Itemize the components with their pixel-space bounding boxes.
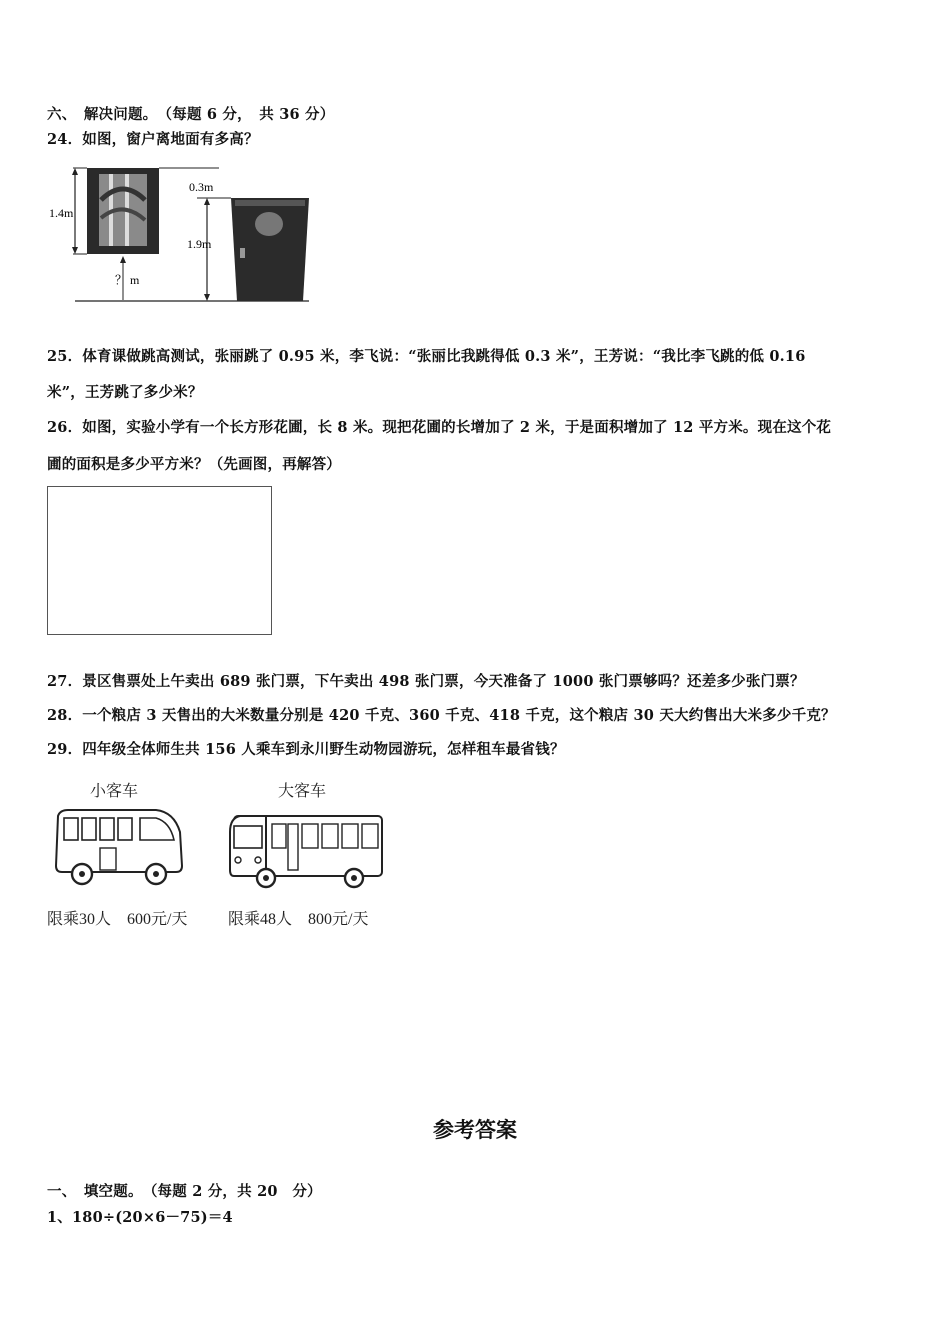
answers-title: 参考答案: [433, 1118, 517, 1142]
answer-1: 1、180÷(20×6－75)＝4: [47, 1209, 233, 1226]
small-bus-info: 限乘30人 600元/天: [47, 911, 188, 928]
large-bus-icon: [226, 812, 386, 890]
question-25-line2: 米”，王芳跳了多少米？: [47, 384, 203, 401]
question-29: 29．四年级全体师生共 156 人乘车到永川野生动物园游玩，怎样租车最省钱？: [47, 741, 565, 758]
label-1-9m: 1.9m: [187, 237, 212, 251]
label-1-4m: 1.4m: [49, 206, 74, 220]
question-25-line1: 25．体育课做跳高测试，张丽跳了 0.95 米，李飞说：“张丽比我跳得低 0.3 米”，王芳说：“我比李飞跳的低 0.16: [47, 348, 806, 365]
question-24: 24．如图，窗户离地面有多高？: [47, 131, 259, 148]
question-26-line2: 圃的面积是多少平方米？（先画图，再解答）: [47, 456, 341, 473]
label-unknown-m: ？ m: [115, 273, 140, 287]
large-bus-title: 大客车: [278, 783, 327, 800]
small-bus-icon: [52, 808, 186, 886]
large-bus-info: 限乘48人 800元/天: [228, 911, 369, 928]
question-28: 28．一个粮店 3 天售出的大米数量分别是 420 千克、360 千克、418 千克，这个粮店 30 天大约售出大米多少千克？: [47, 707, 836, 724]
label-0-3m: 0.3m: [189, 180, 214, 194]
question-26-line1: 26．如图，实验小学有一个长方形花圃，长 8 米。现把花圃的长增加了 2 米，于是面积增加了 12 平方米。现在这个花: [47, 419, 832, 436]
question-27: 27．景区售票处上午卖出 689 张门票，下午卖出 498 张门票，今天准备了 1000 张门票够吗？还差多少张门票？: [47, 673, 805, 690]
window-height-figure: [47, 160, 317, 306]
section-heading-6: 六、 解决问题。 （每题 6 分， 共 36 分）: [47, 106, 335, 123]
small-bus-title: 小客车: [90, 783, 139, 800]
drawing-box: [47, 486, 272, 635]
answers-section1-heading: 一、 填空题。 （每题 2 分，共 20 分）: [47, 1183, 322, 1200]
